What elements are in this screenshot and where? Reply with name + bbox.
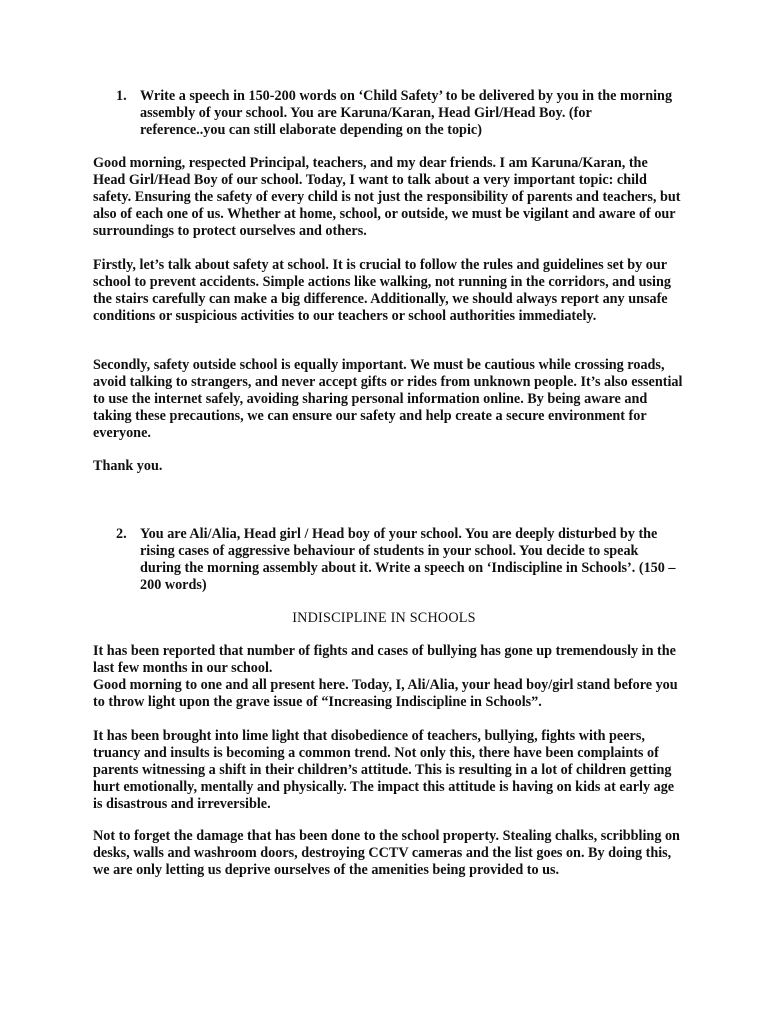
question-2 xyxy=(116,526,676,594)
question-2-text: You are Ali/Alia, Head girl / Head boy of your school. You are deeply disturbed by the rising cases of aggressive behaviour of students in your school. You decide to speak during the morning assembly about it. Write a speech on ‘Indiscipline in Schools’. (150 – 200 words) xyxy=(140,526,676,593)
question-1-number: 1. xyxy=(116,88,127,104)
speech-2-intro: It has been reported that number of fights and cases of bullying has gone up tremendously in the last few months in our school. xyxy=(93,643,676,676)
speech-1-paragraph-1: Good morning, respected Principal, teachers, and my dear friends. I am Karuna/Karan, the Head Girl/Head Boy of our school. Today, I want to talk about a very important topic: child safety. Ensuring the safety of every child is not just the responsibility of parents and teachers, but also of each one of us. Whether at home, school, or outside, we must be vigilant and aware of our surroundings to protect ourselves and others. xyxy=(93,155,681,239)
speech-2-paragraph-2: It has been brought into lime light that disobedience of teachers, bullying, fights with peers, truancy and insults is becoming a common trend. Not only this, there have been complaints of parents witnessing a shift in their children’s attitude. This is resulting in a lot of children getting hurt emotionally, mentally and physically. The impact this attitude is having on kids at early age is disastrous and irreversible. xyxy=(93,728,675,812)
speech-1-closing: Thank you. xyxy=(93,458,163,474)
speech-1-paragraph-3: Secondly, safety outside school is equally important. We must be cautious while crossing roads, avoid talking to strangers, and never accept gifts or rides from unknown people. It’s also essential to use the internet safely, avoiding sharing personal information online. By being aware and taking these precautions, we can ensure our safety and help create a secure environment for everyone. xyxy=(93,357,683,441)
question-1-text: Write a speech in 150-200 words on ‘Child Safety’ to be delivered by you in the morning assembly of your school. You are Karuna/Karan, Head Girl/Head Boy. (for reference..you can still elaborate depending on the topic) xyxy=(140,88,673,138)
speech-2-greeting: Good morning to one and all present here. Today, I, Ali/Alia, your head boy/girl stand before you to throw light upon the grave issue of “Increasing Indiscipline in Schools”. xyxy=(93,677,678,710)
question-2-number: 2. xyxy=(116,526,127,542)
speech-2-paragraph-3: Not to forget the damage that has been done to the school property. Stealing chalks, scribbling on desks, walls and washroom doors, destroying CCTV cameras and the list goes on. By doing this, we are only letting us deprive ourselves of the amenities being provided to us. xyxy=(93,828,680,878)
speech-1-paragraph-2: Firstly, let’s talk about safety at school. It is crucial to follow the rules and guidelines set by our school to prevent accidents. Simple actions like walking, not running in the corridors, and using the stairs carefully can make a big difference. Additionally, we should always report any unsafe conditions or suspicious activities to our teachers or school authorities immediately. xyxy=(93,257,671,324)
question-1 xyxy=(116,88,676,139)
speech-2-title: INDISCIPLINE IN SCHOOLS xyxy=(292,610,476,626)
